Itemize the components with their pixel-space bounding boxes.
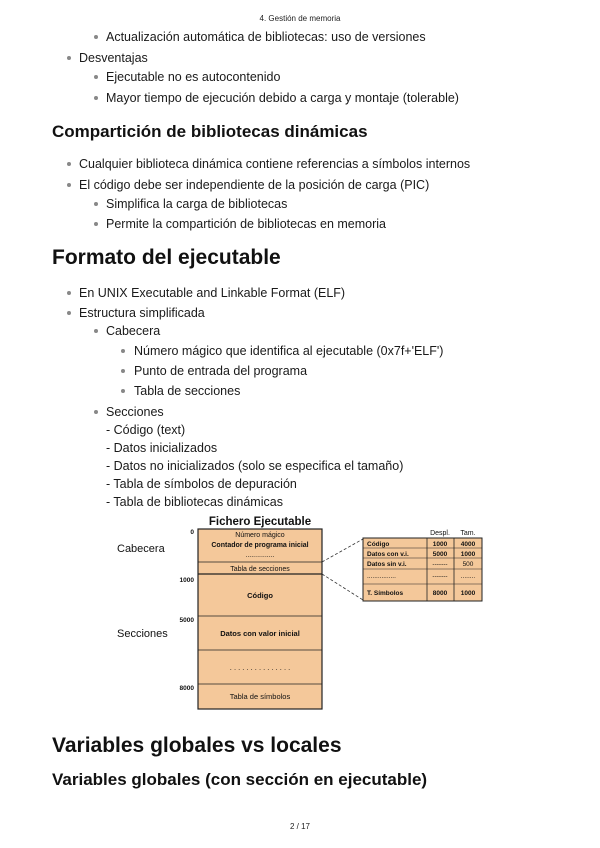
table-col-size: Tam. <box>460 530 476 537</box>
bullet <box>67 162 71 166</box>
table-cell: 1000 <box>460 590 476 597</box>
page-header: 4. Gestión de memoria <box>259 14 341 23</box>
table-cell: 1000 <box>432 541 448 548</box>
block-dots: ............... <box>245 552 275 559</box>
block-code: Código <box>247 591 273 600</box>
block-section-table: Tabla de secciones <box>230 566 290 573</box>
section-line: - Tabla de bibliotecas dinámicas <box>106 495 283 509</box>
elf-diagram <box>110 512 490 714</box>
table-cell: ................ <box>367 573 396 580</box>
section-heading: Variables globales vs locales <box>52 734 342 757</box>
table-cell: ------- <box>432 573 448 580</box>
list-item: En UNIX Executable and Linkable Format (ELF) <box>79 286 346 300</box>
table-cell: T. Símbolos <box>367 590 404 597</box>
table-cell: 8000 <box>432 590 448 597</box>
list-item: Secciones <box>106 405 164 419</box>
table-cell: Datos sin v.i. <box>367 561 407 568</box>
table-cell: 1000 <box>460 551 476 558</box>
block-entry: Contador de programa inicial <box>211 542 309 549</box>
list-item: Desventajas <box>79 51 148 65</box>
bullet <box>67 311 71 315</box>
page-number: 2 / 17 <box>289 822 310 831</box>
list-item: Actualización automática de bibliotecas: uso de versiones <box>106 30 426 44</box>
list-item: Estructura simplificada <box>79 306 205 320</box>
bullet <box>121 389 125 393</box>
figure-title: Fichero Ejecutable <box>208 516 312 528</box>
offset-label: 5000 <box>179 617 194 624</box>
label-cabecera: Cabecera <box>117 543 165 555</box>
section-heading: Compartición de bibliotecas dinámicas <box>52 122 368 141</box>
list-item: Número mágico que identifica al ejecutable (0x7f+'ELF') <box>134 344 444 358</box>
list-item: Tabla de secciones <box>134 384 241 398</box>
table-cell: Código <box>367 541 390 548</box>
bullet <box>94 96 98 100</box>
bullet <box>121 349 125 353</box>
table-col-offset: Despl. <box>430 530 450 537</box>
bullet <box>94 202 98 206</box>
block-data-init: Datos con valor inicial <box>220 629 300 638</box>
bullet <box>67 56 71 60</box>
block-dots2: . . . . . . . . . . . . . . . <box>229 663 291 672</box>
bullet <box>94 222 98 226</box>
bullet <box>94 35 98 39</box>
table-cell: ........ <box>460 573 476 580</box>
list-item: Cabecera <box>106 324 161 338</box>
section-line: - Datos no inicializados (solo se especifica el tamaño) <box>106 459 404 473</box>
bullet <box>94 410 98 414</box>
subsection-heading: Variables globales (con sección en ejecutable) <box>52 770 428 789</box>
list-item: El código debe ser independiente de la posición de carga (PIC) <box>79 178 430 192</box>
section-line: - Código (text) <box>106 423 186 437</box>
offset-label: 8000 <box>179 685 194 692</box>
table-cell: ------- <box>432 561 448 568</box>
list-item: Ejecutable no es autocontenido <box>106 70 281 84</box>
table-cell: Datos con v.i. <box>367 551 409 558</box>
list-item: Permite la compartición de bibliotecas en memoria <box>106 217 386 231</box>
bullet <box>94 75 98 79</box>
table-cell: 500 <box>462 561 474 568</box>
list-item: Punto de entrada del programa <box>134 364 308 378</box>
offset-label: 0 <box>190 529 194 536</box>
section-line: - Tabla de símbolos de depuración <box>106 477 297 491</box>
table-cell: 5000 <box>432 551 448 558</box>
block-symbols: Tabla de símbolos <box>229 692 291 701</box>
bullet <box>121 369 125 373</box>
bullet <box>94 329 98 333</box>
label-secciones: Secciones <box>117 628 168 640</box>
bullet <box>67 291 71 295</box>
table-cell: 4000 <box>460 541 476 548</box>
block-magic: Número mágico <box>235 532 285 539</box>
list-item: Simplifica la carga de bibliotecas <box>106 197 288 211</box>
offset-label: 1000 <box>179 577 194 584</box>
list-item: Cualquier biblioteca dinámica contiene referencias a símbolos internos <box>79 157 471 171</box>
section-line: - Datos inicializados <box>106 441 218 455</box>
bullet <box>67 183 71 187</box>
section-heading: Formato del ejecutable <box>52 246 281 269</box>
list-item: Mayor tiempo de ejecución debido a carga y montaje (tolerable) <box>106 91 459 105</box>
